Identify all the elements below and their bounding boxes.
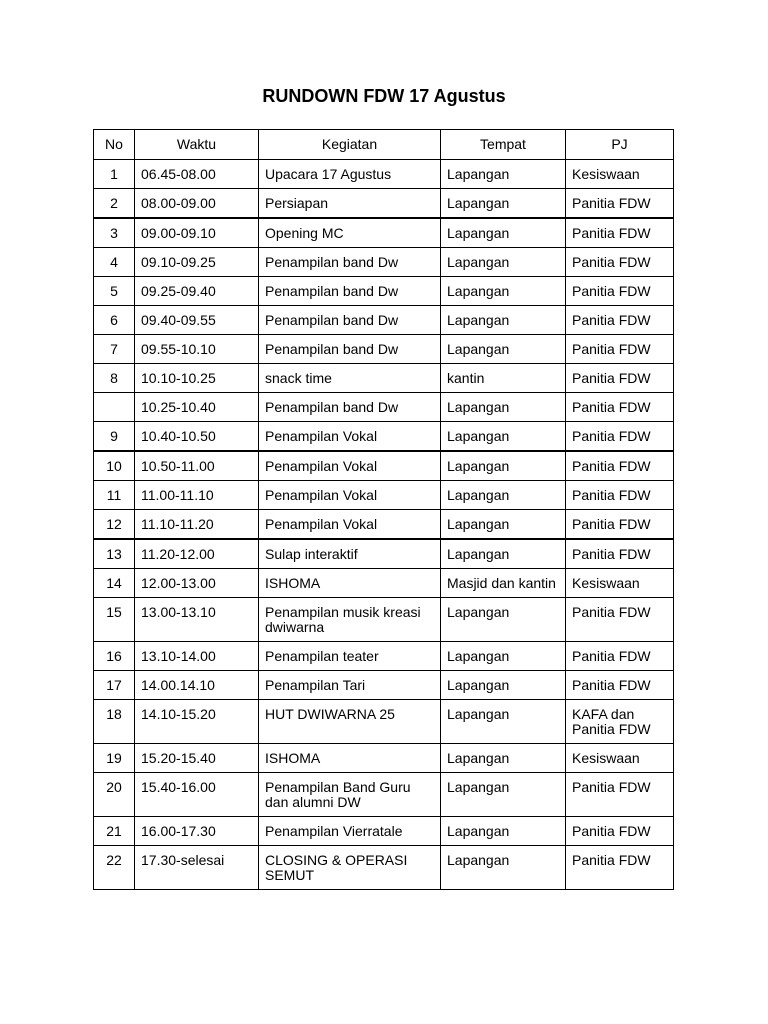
cell-kegiatan: Penampilan Band Guru dan alumni DW <box>259 773 441 817</box>
cell-pj: Panitia FDW <box>566 773 674 817</box>
cell-waktu: 15.40-16.00 <box>135 773 259 817</box>
table-row <box>94 569 674 598</box>
cell-pj: Panitia FDW <box>566 598 674 642</box>
cell-no: 2 <box>94 189 135 219</box>
table-row <box>94 364 674 393</box>
cell-no: 3 <box>94 218 135 248</box>
cell-no: 8 <box>94 364 135 393</box>
cell-no: 10 <box>94 451 135 481</box>
cell-pj: Panitia FDW <box>566 393 674 422</box>
table-row <box>94 671 674 700</box>
cell-pj: Panitia FDW <box>566 817 674 846</box>
cell-waktu: 11.00-11.10 <box>135 481 259 510</box>
cell-kegiatan: Penampilan Vierratale <box>259 817 441 846</box>
cell-kegiatan: Penampilan band Dw <box>259 248 441 277</box>
cell-no: 4 <box>94 248 135 277</box>
cell-pj: Panitia FDW <box>566 671 674 700</box>
cell-no: 7 <box>94 335 135 364</box>
cell-waktu: 06.45-08.00 <box>135 160 259 189</box>
cell-waktu: 09.55-10.10 <box>135 335 259 364</box>
cell-waktu: 17.30-selesai <box>135 846 259 890</box>
cell-tempat: Lapangan <box>441 539 566 569</box>
table-header-row <box>94 130 674 160</box>
cell-tempat: Lapangan <box>441 248 566 277</box>
cell-waktu: 09.40-09.55 <box>135 306 259 335</box>
cell-waktu: 15.20-15.40 <box>135 744 259 773</box>
cell-tempat: Masjid dan kantin <box>441 569 566 598</box>
cell-tempat: Lapangan <box>441 773 566 817</box>
cell-waktu: 10.10-10.25 <box>135 364 259 393</box>
header-pj: PJ <box>566 130 674 160</box>
cell-waktu: 09.25-09.40 <box>135 277 259 306</box>
cell-tempat: Lapangan <box>441 744 566 773</box>
cell-no: 14 <box>94 569 135 598</box>
cell-tempat: Lapangan <box>441 422 566 452</box>
rundown-table <box>93 129 674 890</box>
cell-tempat: Lapangan <box>441 451 566 481</box>
table-row <box>94 335 674 364</box>
cell-kegiatan: Penampilan band Dw <box>259 306 441 335</box>
cell-kegiatan: Penampilan Vokal <box>259 422 441 452</box>
table-row <box>94 248 674 277</box>
table-row <box>94 510 674 540</box>
cell-no: 5 <box>94 277 135 306</box>
cell-kegiatan: Penampilan teater <box>259 642 441 671</box>
cell-waktu: 13.10-14.00 <box>135 642 259 671</box>
cell-no: 18 <box>94 700 135 744</box>
cell-pj: Panitia FDW <box>566 218 674 248</box>
cell-kegiatan: HUT DWIWARNA 25 <box>259 700 441 744</box>
cell-kegiatan: Penampilan Vokal <box>259 481 441 510</box>
table-row <box>94 393 674 422</box>
cell-no: 1 <box>94 160 135 189</box>
cell-kegiatan: Penampilan band Dw <box>259 393 441 422</box>
cell-kegiatan: Penampilan band Dw <box>259 335 441 364</box>
cell-tempat: Lapangan <box>441 817 566 846</box>
table-row <box>94 598 674 642</box>
cell-tempat: kantin <box>441 364 566 393</box>
cell-kegiatan: Penampilan Vokal <box>259 510 441 540</box>
cell-waktu: 08.00-09.00 <box>135 189 259 219</box>
cell-waktu: 09.00-09.10 <box>135 218 259 248</box>
cell-no: 13 <box>94 539 135 569</box>
table-row <box>94 481 674 510</box>
cell-kegiatan: Penampilan musik kreasi dwiwarna <box>259 598 441 642</box>
cell-kegiatan: snack time <box>259 364 441 393</box>
cell-pj: Panitia FDW <box>566 481 674 510</box>
cell-pj: Panitia FDW <box>566 539 674 569</box>
cell-kegiatan: Penampilan band Dw <box>259 277 441 306</box>
cell-kegiatan: Sulap interaktif <box>259 539 441 569</box>
cell-tempat: Lapangan <box>441 671 566 700</box>
cell-no <box>94 393 135 422</box>
cell-tempat: Lapangan <box>441 846 566 890</box>
table-row <box>94 744 674 773</box>
table-row <box>94 218 674 248</box>
cell-waktu: 09.10-09.25 <box>135 248 259 277</box>
table-row <box>94 306 674 335</box>
header-kegiatan: Kegiatan <box>259 130 441 160</box>
cell-waktu: 14.00.14.10 <box>135 671 259 700</box>
cell-tempat: Lapangan <box>441 510 566 540</box>
cell-no: 9 <box>94 422 135 452</box>
cell-tempat: Lapangan <box>441 393 566 422</box>
cell-no: 20 <box>94 773 135 817</box>
cell-kegiatan: Penampilan Vokal <box>259 451 441 481</box>
cell-pj: Kesiswaan <box>566 160 674 189</box>
cell-kegiatan: Opening MC <box>259 218 441 248</box>
table-row <box>94 160 674 189</box>
cell-tempat: Lapangan <box>441 160 566 189</box>
cell-pj: Panitia FDW <box>566 642 674 671</box>
cell-kegiatan: Upacara 17 Agustus <box>259 160 441 189</box>
cell-no: 12 <box>94 510 135 540</box>
cell-pj: Panitia FDW <box>566 364 674 393</box>
cell-tempat: Lapangan <box>441 306 566 335</box>
cell-tempat: Lapangan <box>441 277 566 306</box>
cell-waktu: 11.20-12.00 <box>135 539 259 569</box>
cell-pj: Kesiswaan <box>566 569 674 598</box>
cell-no: 19 <box>94 744 135 773</box>
cell-pj: KAFA dan Panitia FDW <box>566 700 674 744</box>
cell-kegiatan: Penampilan Tari <box>259 671 441 700</box>
header-waktu: Waktu <box>135 130 259 160</box>
cell-tempat: Lapangan <box>441 598 566 642</box>
cell-pj: Panitia FDW <box>566 451 674 481</box>
cell-pj: Panitia FDW <box>566 306 674 335</box>
cell-waktu: 14.10-15.20 <box>135 700 259 744</box>
cell-no: 21 <box>94 817 135 846</box>
cell-kegiatan: ISHOMA <box>259 744 441 773</box>
cell-waktu: 11.10-11.20 <box>135 510 259 540</box>
table-row <box>94 277 674 306</box>
cell-pj: Panitia FDW <box>566 277 674 306</box>
cell-no: 22 <box>94 846 135 890</box>
cell-pj: Panitia FDW <box>566 335 674 364</box>
cell-waktu: 13.00-13.10 <box>135 598 259 642</box>
cell-tempat: Lapangan <box>441 335 566 364</box>
cell-kegiatan: CLOSING & OPERASI SEMUT <box>259 846 441 890</box>
cell-pj: Panitia FDW <box>566 510 674 540</box>
cell-tempat: Lapangan <box>441 481 566 510</box>
cell-no: 15 <box>94 598 135 642</box>
header-tempat: Tempat <box>441 130 566 160</box>
table-row <box>94 700 674 744</box>
table-row <box>94 539 674 569</box>
table-row <box>94 846 674 890</box>
cell-pj: Panitia FDW <box>566 422 674 452</box>
table-row <box>94 451 674 481</box>
table-row <box>94 422 674 452</box>
cell-pj: Panitia FDW <box>566 189 674 219</box>
cell-pj: Panitia FDW <box>566 248 674 277</box>
header-no: No <box>94 130 135 160</box>
cell-tempat: Lapangan <box>441 218 566 248</box>
cell-no: 11 <box>94 481 135 510</box>
cell-no: 17 <box>94 671 135 700</box>
table-row <box>94 189 674 219</box>
cell-tempat: Lapangan <box>441 189 566 219</box>
cell-tempat: Lapangan <box>441 700 566 744</box>
cell-kegiatan: Persiapan <box>259 189 441 219</box>
cell-waktu: 10.50-11.00 <box>135 451 259 481</box>
document-title: RUNDOWN FDW 17 Agustus <box>262 86 506 106</box>
table-row <box>94 817 674 846</box>
cell-waktu: 12.00-13.00 <box>135 569 259 598</box>
cell-no: 16 <box>94 642 135 671</box>
table-row <box>94 642 674 671</box>
table-row <box>94 773 674 817</box>
cell-waktu: 10.40-10.50 <box>135 422 259 452</box>
cell-pj: Panitia FDW <box>566 846 674 890</box>
cell-no: 6 <box>94 306 135 335</box>
cell-kegiatan: ISHOMA <box>259 569 441 598</box>
cell-waktu: 10.25-10.40 <box>135 393 259 422</box>
cell-waktu: 16.00-17.30 <box>135 817 259 846</box>
cell-tempat: Lapangan <box>441 642 566 671</box>
cell-pj: Kesiswaan <box>566 744 674 773</box>
